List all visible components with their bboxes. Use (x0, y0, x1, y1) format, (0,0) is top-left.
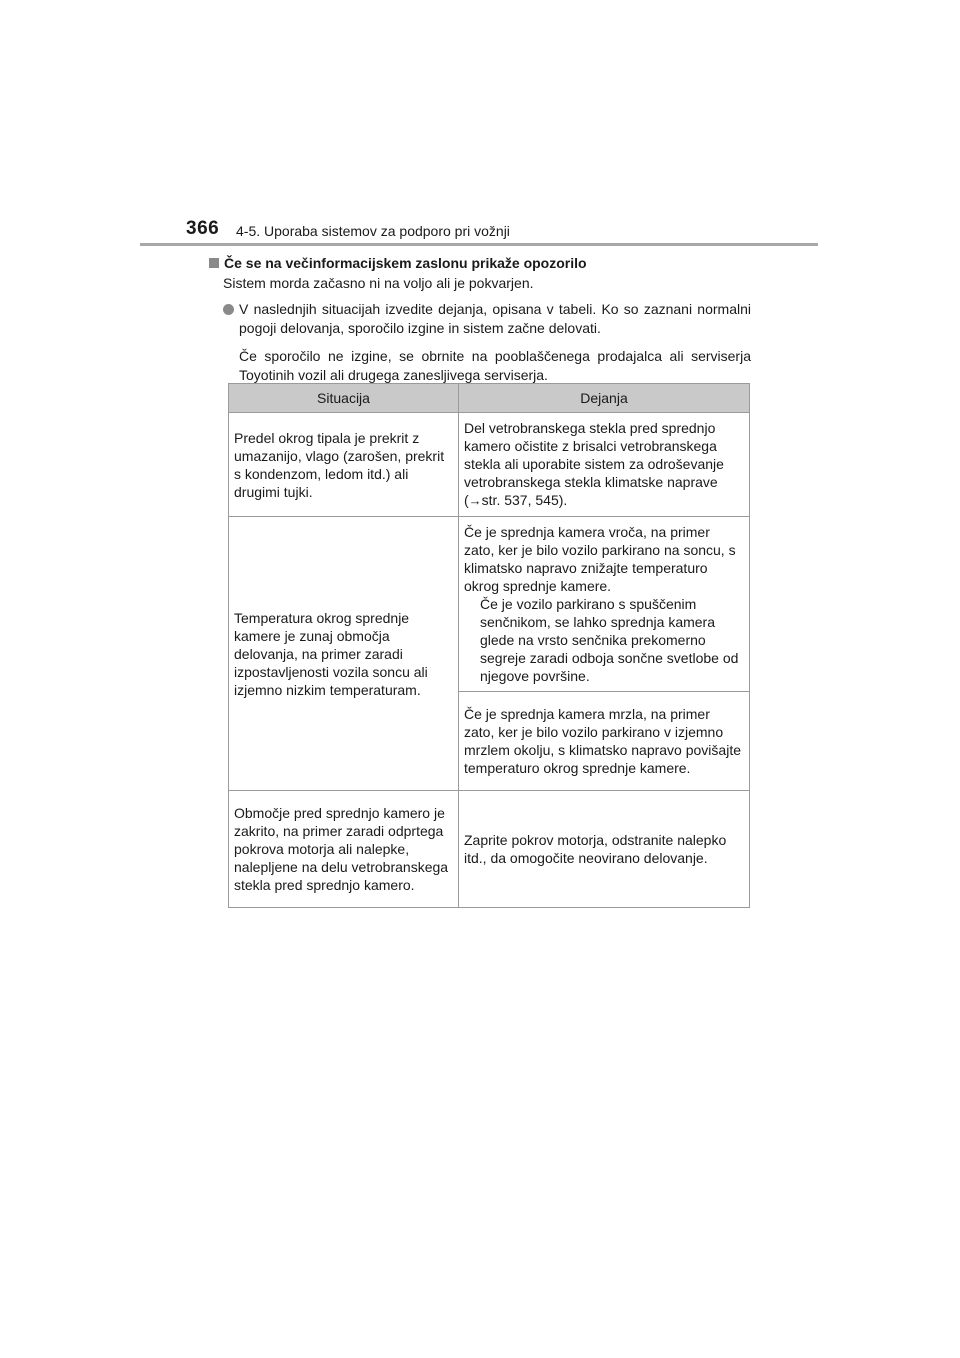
table-row (229, 517, 750, 692)
table-header-row (229, 384, 750, 413)
action-hot-text: Če je sprednja kamera vroča, na primer zato, ker je bilo vozilo parkirano na soncu, s klimatsko napravo znižajte temperaturo okrog sprednje kamere. (464, 524, 736, 594)
header-situation: Situacija (229, 384, 459, 413)
situation-cell: Območje pred sprednjo kamero je zakrito, na primer zaradi odprtega pokrova motorja ali nalepke, nalepljene na delu vetrobranskega stekla pred sprednjo kamero. (229, 791, 459, 908)
heading-text: Če se na večinformacijskem zaslonu prikaže opozorilo (224, 255, 587, 271)
header-action: Dejanja (459, 384, 750, 413)
bullet-text: V naslednjih situacijah izvedite dejanja, opisana v tabeli. Ko so zaznani normalni pogoji delovanja, sporočilo izgine in sistem začne delovati. (239, 301, 751, 336)
arrow-icon: → (468, 493, 482, 508)
situation-cell: Temperatura okrog sprednje kamere je zunaj območja delovanja, na primer zaradi izpostavljenosti vozila soncu ali izjemno nizkim temperaturam. (229, 517, 459, 791)
circle-bullet-icon (223, 304, 234, 315)
intro-text: Sistem morda začasno ni na voljo ali je pokvarjen. (223, 275, 534, 291)
header-divider (140, 243, 818, 246)
section-heading (209, 254, 751, 273)
table-row (229, 791, 750, 908)
section-title: 4-5. Uporaba sistemov za podporo pri vožnji (236, 223, 510, 239)
situation-action-table (228, 383, 750, 908)
action-cell: Če je sprednja kamera mrzla, na primer zato, ker je bilo vozilo parkirano v izjemno mrzlem okolju, s klimatsko napravo povišajte temperaturo okrog sprednje kamere. (459, 692, 750, 791)
action-cell (459, 413, 750, 517)
action-cell (459, 517, 750, 692)
situation-cell: Predel okrog tipala je prekrit z umazanijo, vlago (zarošen, prekrit s kondenzom, ledom itd.) ali drugimi tujki. (229, 413, 459, 517)
action-hot-note: Če je vozilo parkirano s spuščenim senčnikom, se lahko sprednja kamera glede na vrsto senčnika prekomerno segreje zaradi odboja sončne svetlobe od njegove površine. (480, 596, 739, 684)
square-bullet-icon (209, 258, 219, 268)
action-text: Del vetrobranskega stekla pred sprednjo kamero očistite z brisalci vetrobranskega stekla ali uporabite sistem za odroševanje vetrobranskega stekla klimatske naprave ( (464, 420, 724, 508)
bullet-item (223, 300, 751, 338)
page-reference: str. 537, 545). (481, 492, 568, 508)
bullet-paragraph: Če sporočilo ne izgine, se obrnite na pooblaščenega prodajalca ali serviserja Toyotinih vozil ali drugega zanesljivega serviserja. (239, 348, 751, 383)
table-row (229, 413, 750, 517)
action-cell: Zaprite pokrov motorja, odstranite nalepko itd., da omogočite neovirano delovanje. (459, 791, 750, 908)
page-number: 366 (186, 218, 220, 239)
content (209, 254, 751, 385)
